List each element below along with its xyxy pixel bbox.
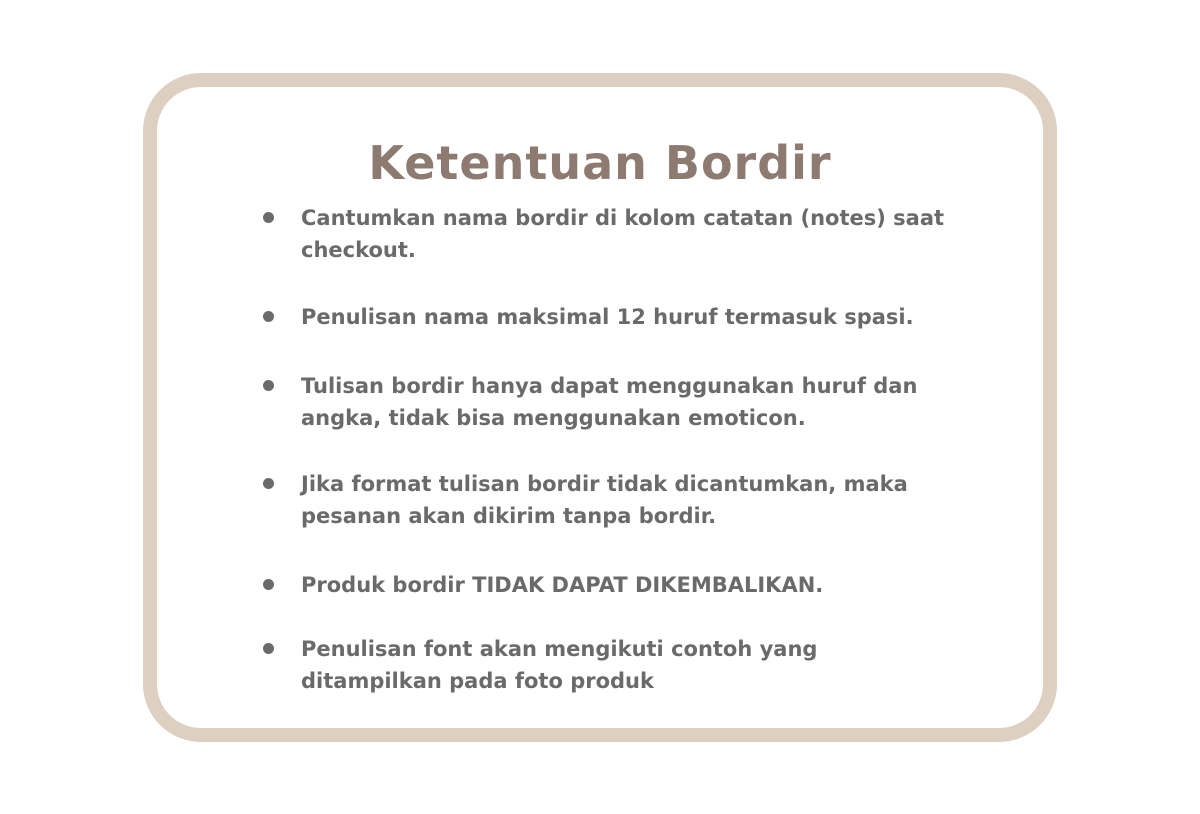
rule-text: Penulisan nama maksimal 12 huruf termasuk spasi. [301,305,914,329]
embroidery-terms-card [143,73,1057,742]
rule-text: Jika format tulisan bordir tidak dicantumkan, maka pesanan akan dikirim tanpa bordir. [301,472,908,528]
bullet-icon [263,478,274,489]
rule-text: Penulisan font akan mengikuti contoh yang ditampilkan pada foto produk [301,637,818,693]
bullet-icon [263,212,274,223]
rule-text: Produk bordir TIDAK DAPAT DIKEMBALIKAN. [301,573,824,597]
bullet-icon [263,311,274,322]
rule-text: Tulisan bordir hanya dapat menggunakan huruf dan angka, tidak bisa menggunakan emoticon. [301,374,918,430]
bullet-icon [263,380,274,391]
rule-text: Cantumkan nama bordir di kolom catatan (notes) saat checkout. [301,206,945,262]
card-title: Ketentuan Bordir [368,136,832,190]
bullet-icon [263,643,274,654]
bullet-icon [263,579,274,590]
